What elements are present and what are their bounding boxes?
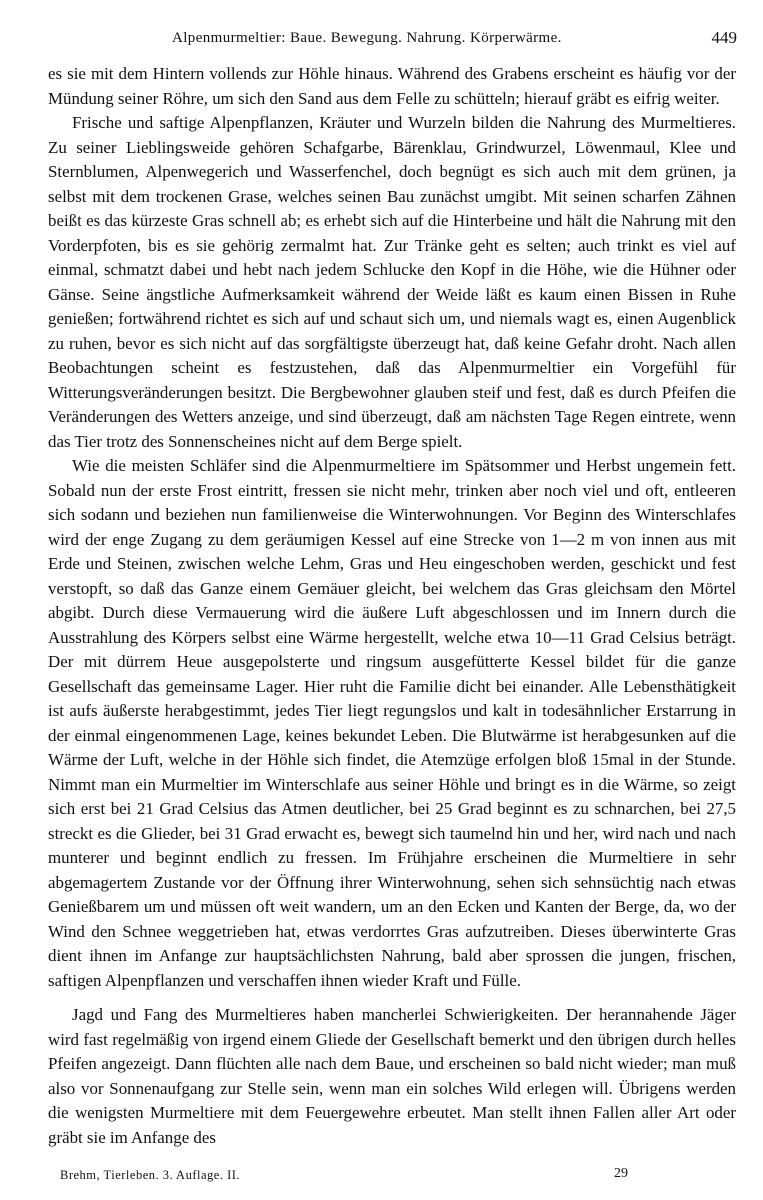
paragraph-continuation: es sie mit dem Hintern vollends zur Höhle hinaus. Während des Grabens erscheint es häufig vor der Mündung seiner Röhre, um sich den Sand aus dem Felle zu schütteln; hierauf gräbt es eifrig weiter.: [48, 64, 736, 108]
paragraph-winterschlaf: Wie die meisten Schläfer sind die Alpenmurmeltiere im Spätsommer und Herbst ungemein fett. Sobald nun der erste Frost eintritt, fressen sie nicht mehr, trinken aber noch viel und oft, entleeren sich sodann und beziehen nun familienweise die Winterwohnungen. Vor Beginn des Winterschlafes wird der enge Zugang zu dem geräumigen Kessel auf eine Strecke von 1—2 m von innen aus mit Erde und Steinen, zwischen welche Lehm, Gras und Heu eingeschoben werden, geschickt und fest verstopft, so daß das Ganze einem Gemäuer gleicht, bei welchem das Gras gleichsam den Mörtel abgibt. Durch diese Vermauerung wird die äußere Luft abgeschlossen und im Innern durch die Ausstrahlung des Körpers selbst eine Wärme hergestellt, welche etwa 10—11 Grad Celsius beträgt. Der mit dürrem Heue ausgepolsterte und ringsum ausgefütterte Kessel bildet für die ganze Gesellschaft das gemeinsame Lager. Hier ruht die Familie dicht bei einander. Alle Lebensthätigkeit ist aufs äußerste herabgestimmt, jedes Tier liegt regungslos und kalt in todesähnlicher Erstarrung in der einmal eingenommenen Lage, keines bekundet Leben. Die Blutwärme ist herabgesunken auf die Wärme der Luft, welche in der Höhle sich findet, die Atemzüge erfolgen bloß 15mal in der Stunde. Nimmt man ein Murmeltier im Winterschlafe aus seiner Höhle und bringt es in die Wärme, so zeigt sich erst bei 21 Grad Celsius das Atmen deutlicher, bei 25 Grad beginnt es zu schnarchen, bei 27,5 streckt es die Glieder, bei 31 Grad erwacht es, bewegt sich taumelnd hin und her, wird nach und nach munterer und beginnt endlich zu fressen. Im Frühjahre erscheinen die Murmeltiere in sehr abgemagertem Zustande vor der Öffnung ihrer Winterwohnung, sehen sich sehnsüchtig nach etwas Genießbarem um und müssen oft weit wandern, um an den Ecken und Kanten der Berge, da, wo der Wind den Schnee weggetrieben hat, etwas verdorrtes Gras aufzutreiben. Dieses überwinterte Gras dient ihnen im Anfange zur hauptsächlichsten Nahrung, bald aber sprossen die jungen, frischen, saftigen Alpenpflanzen und verschaffen ihnen wieder Kraft und Fülle.: [48, 456, 736, 990]
body-text: [48, 62, 736, 1150]
paragraph-jagd: Jagd und Fang des Murmeltieres haben mancherlei Schwierigkeiten. Der herannahende Jäger wird fast regelmäßig von irgend einem Gliede der Gesellschaft bemerkt und den übrigen durch helles Pfeifen angezeigt. Dann flüchten alle nach dem Baue, und erscheinen so bald nicht wieder; man muß also vor Sonnenaufgang zur Stelle sein, wenn man ein solches Wild erlegen will. Übrigens werden die wenigsten Murmeltiere mit dem Feuergewehre erbeutet. Man stellt ihnen Fallen aller Art oder gräbt sie im Anfange des: [48, 1005, 736, 1147]
paragraph-nahrung: Frische und saftige Alpenpflanzen, Kräuter und Wurzeln bilden die Nahrung des Murmeltieres. Zu seiner Lieblingsweide gehören Schafgarbe, Bärenklau, Grindwurzel, Löwenmaul, Klee und Sternblumen, Alpenwegerich und Wasserfenchel, doch begnügt es sich auch mit dem grünen, ja selbst mit dem trockenen Grase, welches seinen Bau zunächst umgibt. Mit seinen scharfen Zähnen beißt es das kürzeste Gras schnell ab; es erhebt sich auf die Hinterbeine und hält die Nahrung mit den Vorderpfoten, bis es sie gehörig zermalmt hat. Zur Tränke geht es selten; auch trinkt es viel auf einmal, schmatzt dabei und hebt nach jedem Schlucke den Kopf in die Höhe, wie die Hühner oder Gänse. Seine ängstliche Aufmerksamkeit während der Weide läßt es kaum einen Bissen in Ruhe genießen; fortwährend richtet es sich auf und schaut sich um, und niemals wagt es, einen Augenblick zu ruhen, bevor es sich nicht auf das sorgfältigste überzeugt hat, daß keine Gefahr droht. Nach allen Beobachtungen scheint es festzustehen, daß das Alpenmurmeltier ein Vorgefühl für Witterungsveränderungen besitzt. Die Bergbewohner glauben steif und fest, daß es durch Pfeifen die Veränderungen des Wetters anzeige, und sind überzeugt, daß am nächsten Tage Regen eintrete, wenn das Tier trotz des Sonnenscheines nicht auf dem Berge spielt.: [48, 113, 736, 451]
running-title: Alpenmurmeltier: Baue. Bewegung. Nahrung. Körperwärme.: [172, 30, 562, 46]
page-number: 449: [711, 28, 737, 47]
page-footer: [48, 1168, 736, 1188]
running-head: [52, 28, 739, 54]
footer-signature: 29: [614, 1166, 628, 1181]
footer-book-line: Brehm, Tierleben. 3. Auflage. II.: [60, 1168, 241, 1182]
